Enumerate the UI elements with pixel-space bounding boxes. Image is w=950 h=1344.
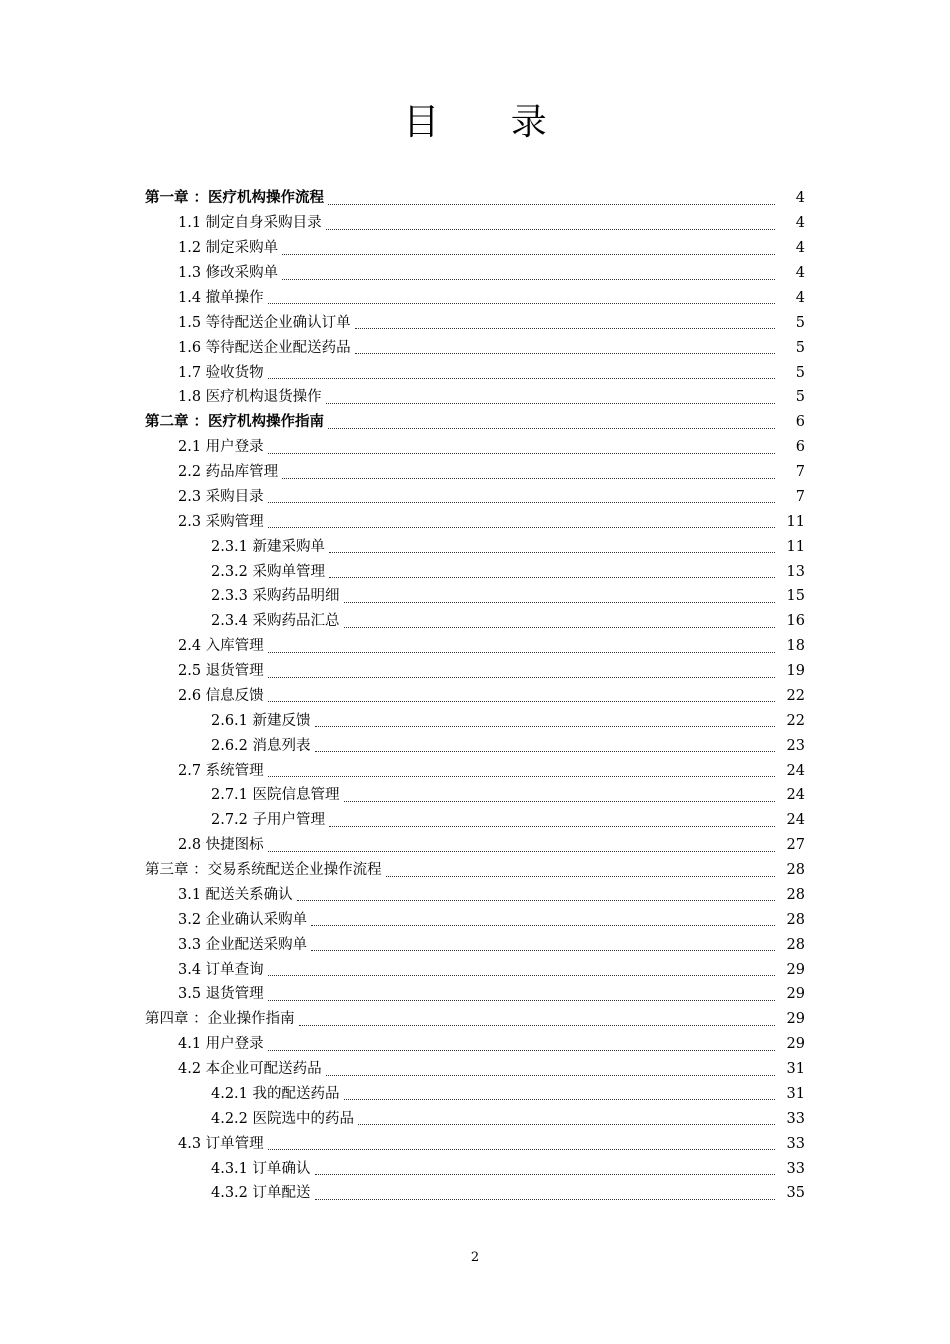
toc-entry[interactable] — [0, 460, 950, 485]
toc-entry-page: 28 — [786, 936, 805, 953]
toc-entry[interactable] — [0, 833, 950, 858]
toc-dot-leader — [311, 950, 775, 951]
toc-entry-label: 1.7 验收货物 — [178, 364, 264, 381]
toc-entry-label: 3.3 企业配送采购单 — [178, 936, 308, 953]
toc-entry-page: 5 — [795, 364, 805, 381]
toc-entry-label: 2.7.2 子用户管理 — [211, 812, 326, 829]
toc-entry[interactable] — [0, 485, 950, 510]
toc-entry-label: 2.1 用户登录 — [178, 439, 264, 456]
toc-entry-page: 4 — [795, 190, 805, 207]
toc-entry[interactable] — [0, 907, 950, 932]
toc-entry[interactable] — [0, 335, 950, 360]
toc-entry[interactable] — [0, 659, 950, 684]
toc-dot-leader — [311, 925, 775, 926]
toc-entry-label: 2.3.2 采购单管理 — [211, 563, 326, 580]
toc-entry-label: 3.4 订单查询 — [178, 961, 264, 978]
toc-entry-label: 2.8 快捷图标 — [178, 837, 264, 854]
toc-entry-page: 23 — [786, 737, 805, 754]
toc-entry[interactable] — [0, 261, 950, 286]
toc-dot-leader — [315, 726, 775, 727]
toc-entry[interactable] — [0, 634, 950, 659]
toc-dot-leader — [326, 403, 775, 404]
toc-dot-leader — [315, 1199, 775, 1200]
toc-entry-page: 28 — [786, 911, 805, 928]
toc-dot-leader — [282, 254, 775, 255]
toc-entry-page: 33 — [786, 1135, 805, 1152]
toc-entry[interactable] — [0, 509, 950, 534]
toc-dot-leader — [315, 751, 775, 752]
toc-entry-label: 2.6 信息反馈 — [178, 687, 264, 704]
toc-entry-page: 24 — [786, 787, 805, 804]
toc-entry-label: 2.5 退货管理 — [178, 663, 264, 680]
toc-entry[interactable] — [0, 1082, 950, 1107]
toc-dot-leader — [268, 1050, 775, 1051]
toc-entry[interactable] — [0, 1181, 950, 1206]
toc-entry-page: 28 — [786, 862, 805, 879]
toc-entry-label: 4.1 用户登录 — [178, 1036, 264, 1053]
toc-entry[interactable] — [0, 957, 950, 982]
toc-dot-leader — [268, 1149, 775, 1150]
toc-entry-page: 33 — [786, 1160, 805, 1177]
toc-entry-label: 2.6.1 新建反馈 — [211, 712, 311, 729]
toc-entry-page: 15 — [786, 588, 805, 605]
toc-dot-leader — [268, 502, 775, 503]
toc-entry-page: 29 — [786, 961, 805, 978]
toc-dot-leader — [326, 1075, 775, 1076]
toc-entry[interactable] — [0, 559, 950, 584]
toc-entry-label: 2.6.2 消息列表 — [211, 737, 311, 754]
toc-entry[interactable] — [0, 1057, 950, 1082]
page-title: 目 录 — [403, 102, 577, 143]
toc-entry-label: 第四章 ：企业操作指南 — [145, 1011, 295, 1028]
toc-entry[interactable] — [0, 435, 950, 460]
toc-dot-leader — [282, 279, 775, 280]
toc-entry[interactable] — [0, 808, 950, 833]
toc-dot-leader — [344, 801, 775, 802]
toc-dot-leader — [329, 826, 775, 827]
toc-dot-leader — [268, 975, 775, 976]
toc-entry[interactable] — [0, 534, 950, 559]
toc-entry-page: 28 — [786, 886, 805, 903]
toc-entry-page: 7 — [795, 488, 805, 505]
toc-entry[interactable] — [0, 708, 950, 733]
toc-dot-leader — [355, 353, 775, 354]
toc-entry[interactable] — [0, 1156, 950, 1181]
toc-entry-page: 4 — [795, 240, 805, 257]
toc-dot-leader — [329, 552, 775, 553]
toc-entry[interactable] — [0, 982, 950, 1007]
toc-entry-page: 35 — [786, 1185, 805, 1202]
toc-entry-page: 31 — [786, 1085, 805, 1102]
toc-entry-page: 4 — [795, 215, 805, 232]
toc-entry-page: 29 — [786, 1011, 805, 1028]
toc-entry-label: 2.7.1 医院信息管理 — [211, 787, 340, 804]
toc-entry-label: 4.2.2 医院选中的药品 — [211, 1110, 355, 1127]
toc-dot-leader — [299, 1025, 775, 1026]
toc-entry-label: 第一章 ：医疗机构操作流程 — [145, 189, 325, 207]
toc-entry[interactable] — [0, 1131, 950, 1156]
toc-dot-leader — [268, 1000, 775, 1001]
toc-entry-label: 2.3 采购管理 — [178, 513, 264, 530]
toc-entry-page: 5 — [795, 339, 805, 356]
toc-entry-label: 3.5 退货管理 — [178, 986, 264, 1003]
toc-entry-label: 2.3 采购目录 — [178, 488, 264, 505]
toc-entry-page: 16 — [786, 613, 805, 630]
toc-entry[interactable] — [0, 410, 950, 435]
toc-entry[interactable] — [0, 883, 950, 908]
table-of-contents — [0, 186, 950, 1206]
toc-entry[interactable] — [0, 733, 950, 758]
toc-entry[interactable] — [0, 1032, 950, 1057]
toc-dot-leader — [268, 378, 775, 379]
toc-dot-leader — [268, 527, 775, 528]
toc-entry[interactable] — [0, 584, 950, 609]
toc-dot-leader — [282, 478, 775, 479]
toc-entry[interactable] — [0, 236, 950, 261]
toc-entry-label: 1.4 撤单操作 — [178, 289, 264, 306]
toc-entry[interactable] — [0, 609, 950, 634]
toc-dot-leader — [315, 1174, 775, 1175]
toc-dot-leader — [297, 900, 775, 901]
toc-entry-page: 33 — [786, 1110, 805, 1127]
toc-dot-leader — [344, 602, 775, 603]
toc-entry[interactable] — [0, 286, 950, 311]
toc-entry-label: 1.1 制定自身采购目录 — [178, 215, 322, 232]
toc-entry-label: 3.2 企业确认采购单 — [178, 911, 308, 928]
toc-entry-page: 19 — [786, 663, 805, 680]
toc-entry-page: 13 — [786, 563, 805, 580]
toc-entry-page: 24 — [786, 812, 805, 829]
toc-entry-page: 11 — [786, 538, 805, 555]
toc-dot-leader — [328, 428, 775, 429]
toc-dot-leader — [329, 577, 775, 578]
toc-entry-label: 1.5 等待配送企业确认订单 — [178, 314, 351, 331]
toc-entry-label: 第二章 ：医疗机构操作指南 — [145, 413, 325, 431]
toc-entry-label: 2.3.4 采购药品汇总 — [211, 613, 340, 630]
toc-entry[interactable] — [0, 186, 950, 211]
toc-entry-page: 27 — [786, 837, 805, 854]
toc-entry[interactable] — [0, 1106, 950, 1131]
toc-dot-leader — [386, 876, 775, 877]
toc-entry[interactable] — [0, 758, 950, 783]
toc-entry-page: 29 — [786, 986, 805, 1003]
toc-entry[interactable] — [0, 310, 950, 335]
toc-dot-leader — [344, 1099, 775, 1100]
toc-entry-label: 2.4 入库管理 — [178, 638, 264, 655]
toc-entry-label: 4.3.2 订单配送 — [211, 1185, 311, 1202]
toc-entry[interactable] — [0, 684, 950, 709]
toc-entry-page: 6 — [795, 439, 805, 456]
toc-entry-label: 1.8 医疗机构退货操作 — [178, 389, 322, 406]
toc-entry-label: 2.2 药品库管理 — [178, 464, 279, 481]
toc-entry-label: 4.2.1 我的配送药品 — [211, 1085, 340, 1102]
toc-entry[interactable] — [0, 385, 950, 410]
toc-entry-page: 24 — [786, 762, 805, 779]
toc-entry-label: 3.1 配送关系确认 — [178, 886, 293, 903]
toc-entry-page: 18 — [786, 638, 805, 655]
toc-entry-label: 1.6 等待配送企业配送药品 — [178, 339, 351, 356]
toc-entry-label: 2.7 系统管理 — [178, 762, 264, 779]
toc-entry[interactable] — [0, 932, 950, 957]
page-number: 2 — [470, 1250, 480, 1265]
toc-entry-page: 6 — [795, 414, 805, 431]
toc-entry-label: 4.2 本企业可配送药品 — [178, 1061, 322, 1078]
toc-entry-page: 22 — [786, 712, 805, 729]
toc-entry-label: 1.3 修改采购单 — [178, 265, 279, 282]
toc-dot-leader — [268, 453, 775, 454]
toc-entry[interactable] — [0, 858, 950, 883]
toc-entry-page: 5 — [795, 314, 805, 331]
toc-entry-page: 22 — [786, 687, 805, 704]
toc-entry-page: 31 — [786, 1061, 805, 1078]
toc-entry-page: 7 — [795, 464, 805, 481]
toc-entry-label: 第三章 ：交易系统配送企业操作流程 — [145, 862, 382, 879]
toc-entry[interactable] — [0, 360, 950, 385]
toc-entry[interactable] — [0, 211, 950, 236]
toc-entry-page: 4 — [795, 265, 805, 282]
toc-entry-label: 4.3 订单管理 — [178, 1135, 264, 1152]
toc-dot-leader — [268, 701, 775, 702]
toc-entry-label: 2.3.1 新建采购单 — [211, 538, 326, 555]
toc-dot-leader — [328, 204, 775, 205]
toc-entry-page: 29 — [786, 1036, 805, 1053]
toc-dot-leader — [268, 851, 775, 852]
toc-dot-leader — [326, 229, 775, 230]
toc-dot-leader — [344, 627, 775, 628]
toc-entry-label: 1.2 制定采购单 — [178, 240, 279, 257]
toc-dot-leader — [355, 328, 775, 329]
toc-dot-leader — [268, 677, 775, 678]
toc-dot-leader — [268, 776, 775, 777]
toc-dot-leader — [268, 303, 775, 304]
toc-entry-page: 11 — [786, 513, 805, 530]
toc-entry-label: 2.3.3 采购药品明细 — [211, 588, 340, 605]
toc-entry[interactable] — [0, 783, 950, 808]
toc-entry-page: 5 — [795, 389, 805, 406]
toc-dot-leader — [268, 652, 775, 653]
toc-entry-label: 4.3.1 订单确认 — [211, 1160, 311, 1177]
toc-dot-leader — [358, 1124, 775, 1125]
toc-entry[interactable] — [0, 1007, 950, 1032]
toc-entry-page: 4 — [795, 289, 805, 306]
